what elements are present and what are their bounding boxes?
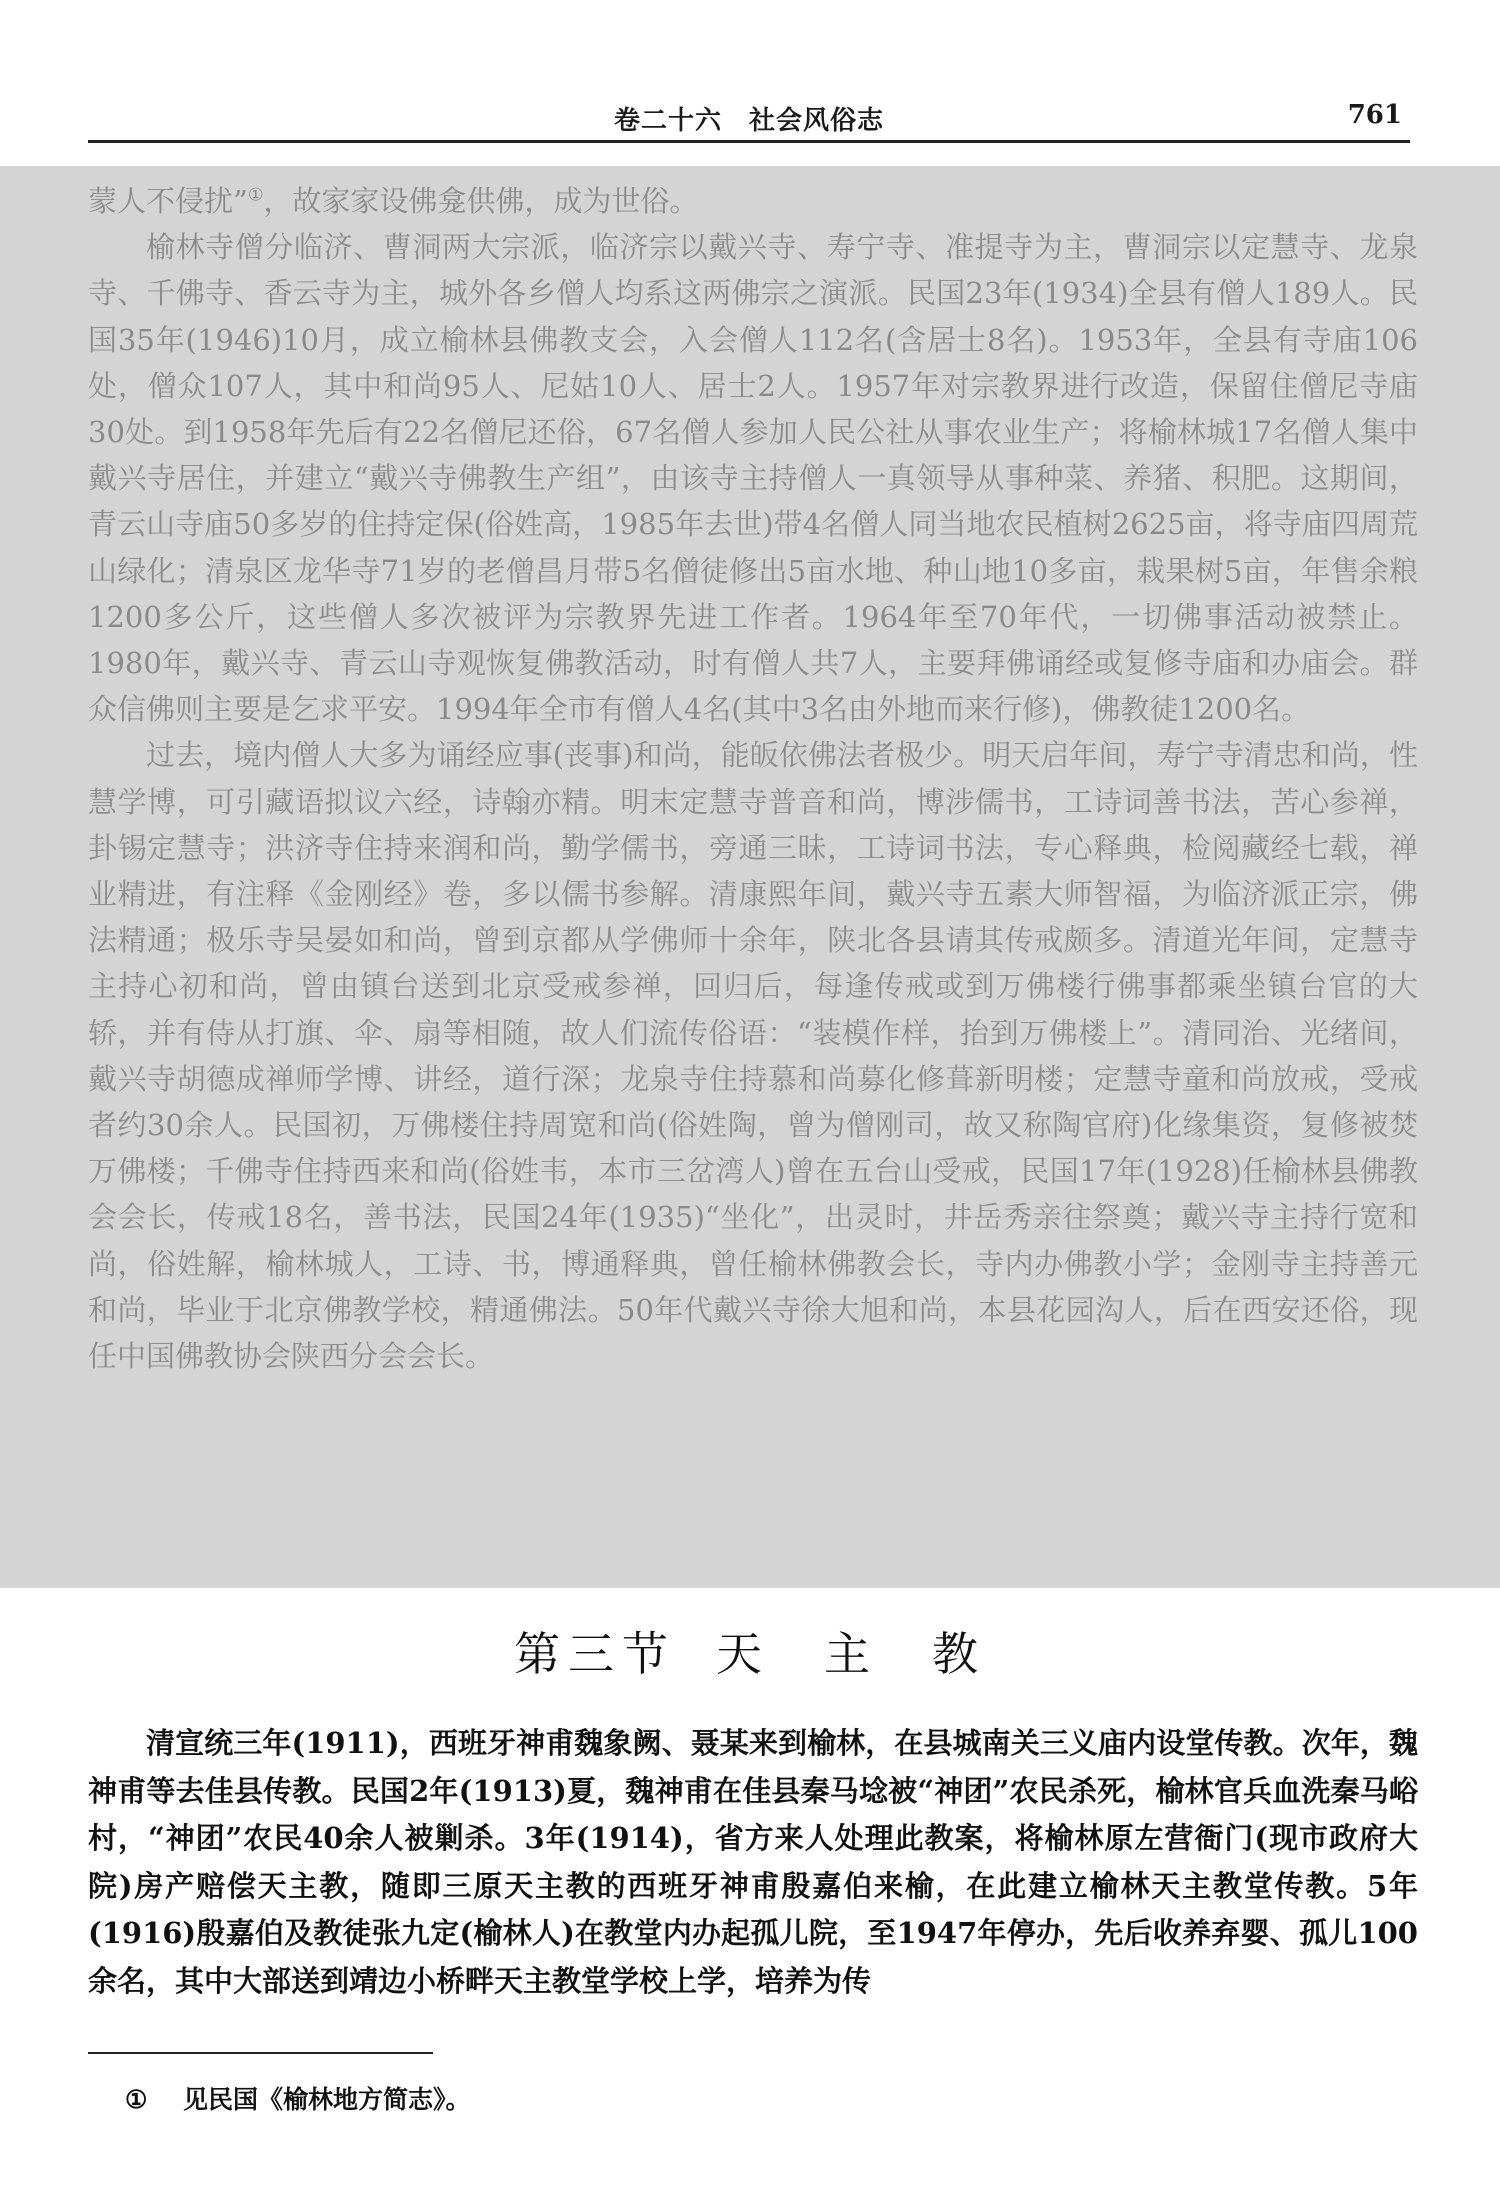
paragraph: 蒙人不侵扰”①，故家家设佛龛供佛，成为世俗。 <box>88 184 699 218</box>
page-header <box>88 100 1410 143</box>
footnote-ref: ① <box>247 185 264 206</box>
footnote <box>125 2080 471 2116</box>
section-heading <box>0 1618 1500 1684</box>
section-name: 天 主 教 <box>716 1627 986 1681</box>
paragraph: 榆林寺僧分临济、曹洞两大宗派，临济宗以戴兴寺、寿宁寺、准提寺为主，曹洞宗以定慧寺、龙泉寺、千佛寺、香云寺为主，城外各乡僧人均系这两佛宗之演派。民国23年(1934)全县有僧人189人。民国35年(1946)10月，成立榆林县佛教支会，入会僧人112名(含居士8名)。1953年，全县有寺庙106处，僧众107人，其中和尚95人、尼姑10人、居士2人。1957年对宗教界进行改造，保留住僧尼寺庙30处。到1958年先后有22名僧尼还俗，67名僧人参加人民公社从事农业生产；将榆林城17名僧人集中戴兴寺居住，并建立“戴兴寺佛教生产组”，由该寺主持僧人一真领导从事种菜、养猪、积肥。这期间，青云山寺庙50多岁的住持定保(俗姓高，1985年去世)带4名僧人同当地农民植树2625亩，将寺庙四周荒山绿化；清泉区龙华寺71岁的老僧昌月带5名僧徒修出5亩水地、种山地10多亩，栽果树5亩，年售余粮1200多公斤，这些僧人多次被评为宗教界先进工作者。1964年至70年代，一切佛事活动被禁止。1980年，戴兴寺、青云山寺观恢复佛教活动，时有僧人共7人，主要拜佛诵经或复修寺庙和办庙会。群众信佛则主要是乞求平安。1994年全市有僧人4名(其中3名由外地而来行修)，佛教徒1200名。 <box>88 230 1418 727</box>
footnote-mark: ① <box>125 2085 148 2114</box>
section-number: 第三节 <box>514 1627 676 1681</box>
page-number: 761 <box>1347 100 1402 130</box>
paragraph: 清宣统三年(1911)，西班牙神甫魏象阙、聂某来到榆林，在县城南关三义庙内设堂传教。次年，魏神甫等去佳县传教。民国2年(1913)夏，魏神甫在佳县秦马埝被“神团”农民杀死，榆林官兵血洗秦马峪村，“神团”农民40余人被剿杀。3年(1914)，省方来人处理此教案，将榆林原左营衙门(现市政府大院)房产赔偿天主教，随即三原天主教的西班牙神甫殷嘉伯来榆，在此建立榆林天主教堂传教。5年(1916)殷嘉伯及教徒张九定(榆林人)在教堂内办起孤儿院，至1947年停办，先后收养弃婴、孤儿100余名，其中大部送到靖边小桥畔天主教堂学校上学，培养为传 <box>88 1726 1418 1998</box>
paragraph: 过去，境内僧人大多为诵经应事(丧事)和尚，能皈依佛法者极少。明天启年间，寿宁寺清忠和尚，性慧学博，可引藏语拟议六经，诗翰亦精。明末定慧寺普音和尚，博涉儒书，工诗词善书法，苦心参禅，卦锡定慧寺；洪济寺住持来润和尚，勤学儒书，旁通三昧，工诗词书法，专心释典，检阅藏经七载，禅业精进，有注释《金刚经》卷，多以儒书参解。清康熙年间，戴兴寺五素大师智福，为临济派正宗，佛法精通；极乐寺吴晏如和尚，曾到京都从学佛师十余年，陕北各县请其传戒颇多。清道光年间，定慧寺主持心初和尚，曾由镇台送到北京受戒参禅，回归后，每逢传戒或到万佛楼行佛事都乘坐镇台官的大轿，并有侍从打旗、伞、扇等相随，故人们流传俗语：“装模作样，抬到万佛楼上”。清同治、光绪间，戴兴寺胡德成禅师学博、讲经，道行深；龙泉寺住持慕和尚募化修葺新明楼；定慧寺童和尚放戒，受戒者约30余人。民国初，万佛楼住持周宽和尚(俗姓陶，曾为僧刚司，故又称陶官府)化缘集资，复修被焚万佛楼；千佛寺住持西来和尚(俗姓韦，本市三岔湾人)曾在五台山受戒，民国17年(1928)任榆林县佛教会会长，传戒18名，善书法，民国24年(1935)“坐化”，出灵时，井岳秀亲往祭奠；戴兴寺主持行宽和尚，俗姓解，榆林城人，工诗、书，博通释典，曾任榆林佛教会长，寺内办佛教小学；金刚寺主持善元和尚，毕业于北京佛教学校，精通佛法。50年代戴兴寺徐大旭和尚，本县花园沟人，后在西安还俗，现任中国佛教协会陕西分会会长。 <box>88 738 1418 1374</box>
body-text-block <box>88 1720 1418 2005</box>
running-title: 卷二十六 社会风俗志 <box>613 106 884 136</box>
footnote-divider <box>88 2052 433 2054</box>
shaded-text-block <box>88 178 1418 1379</box>
footnote-text: 见民国《榆林地方简志》。 <box>183 2085 471 2114</box>
